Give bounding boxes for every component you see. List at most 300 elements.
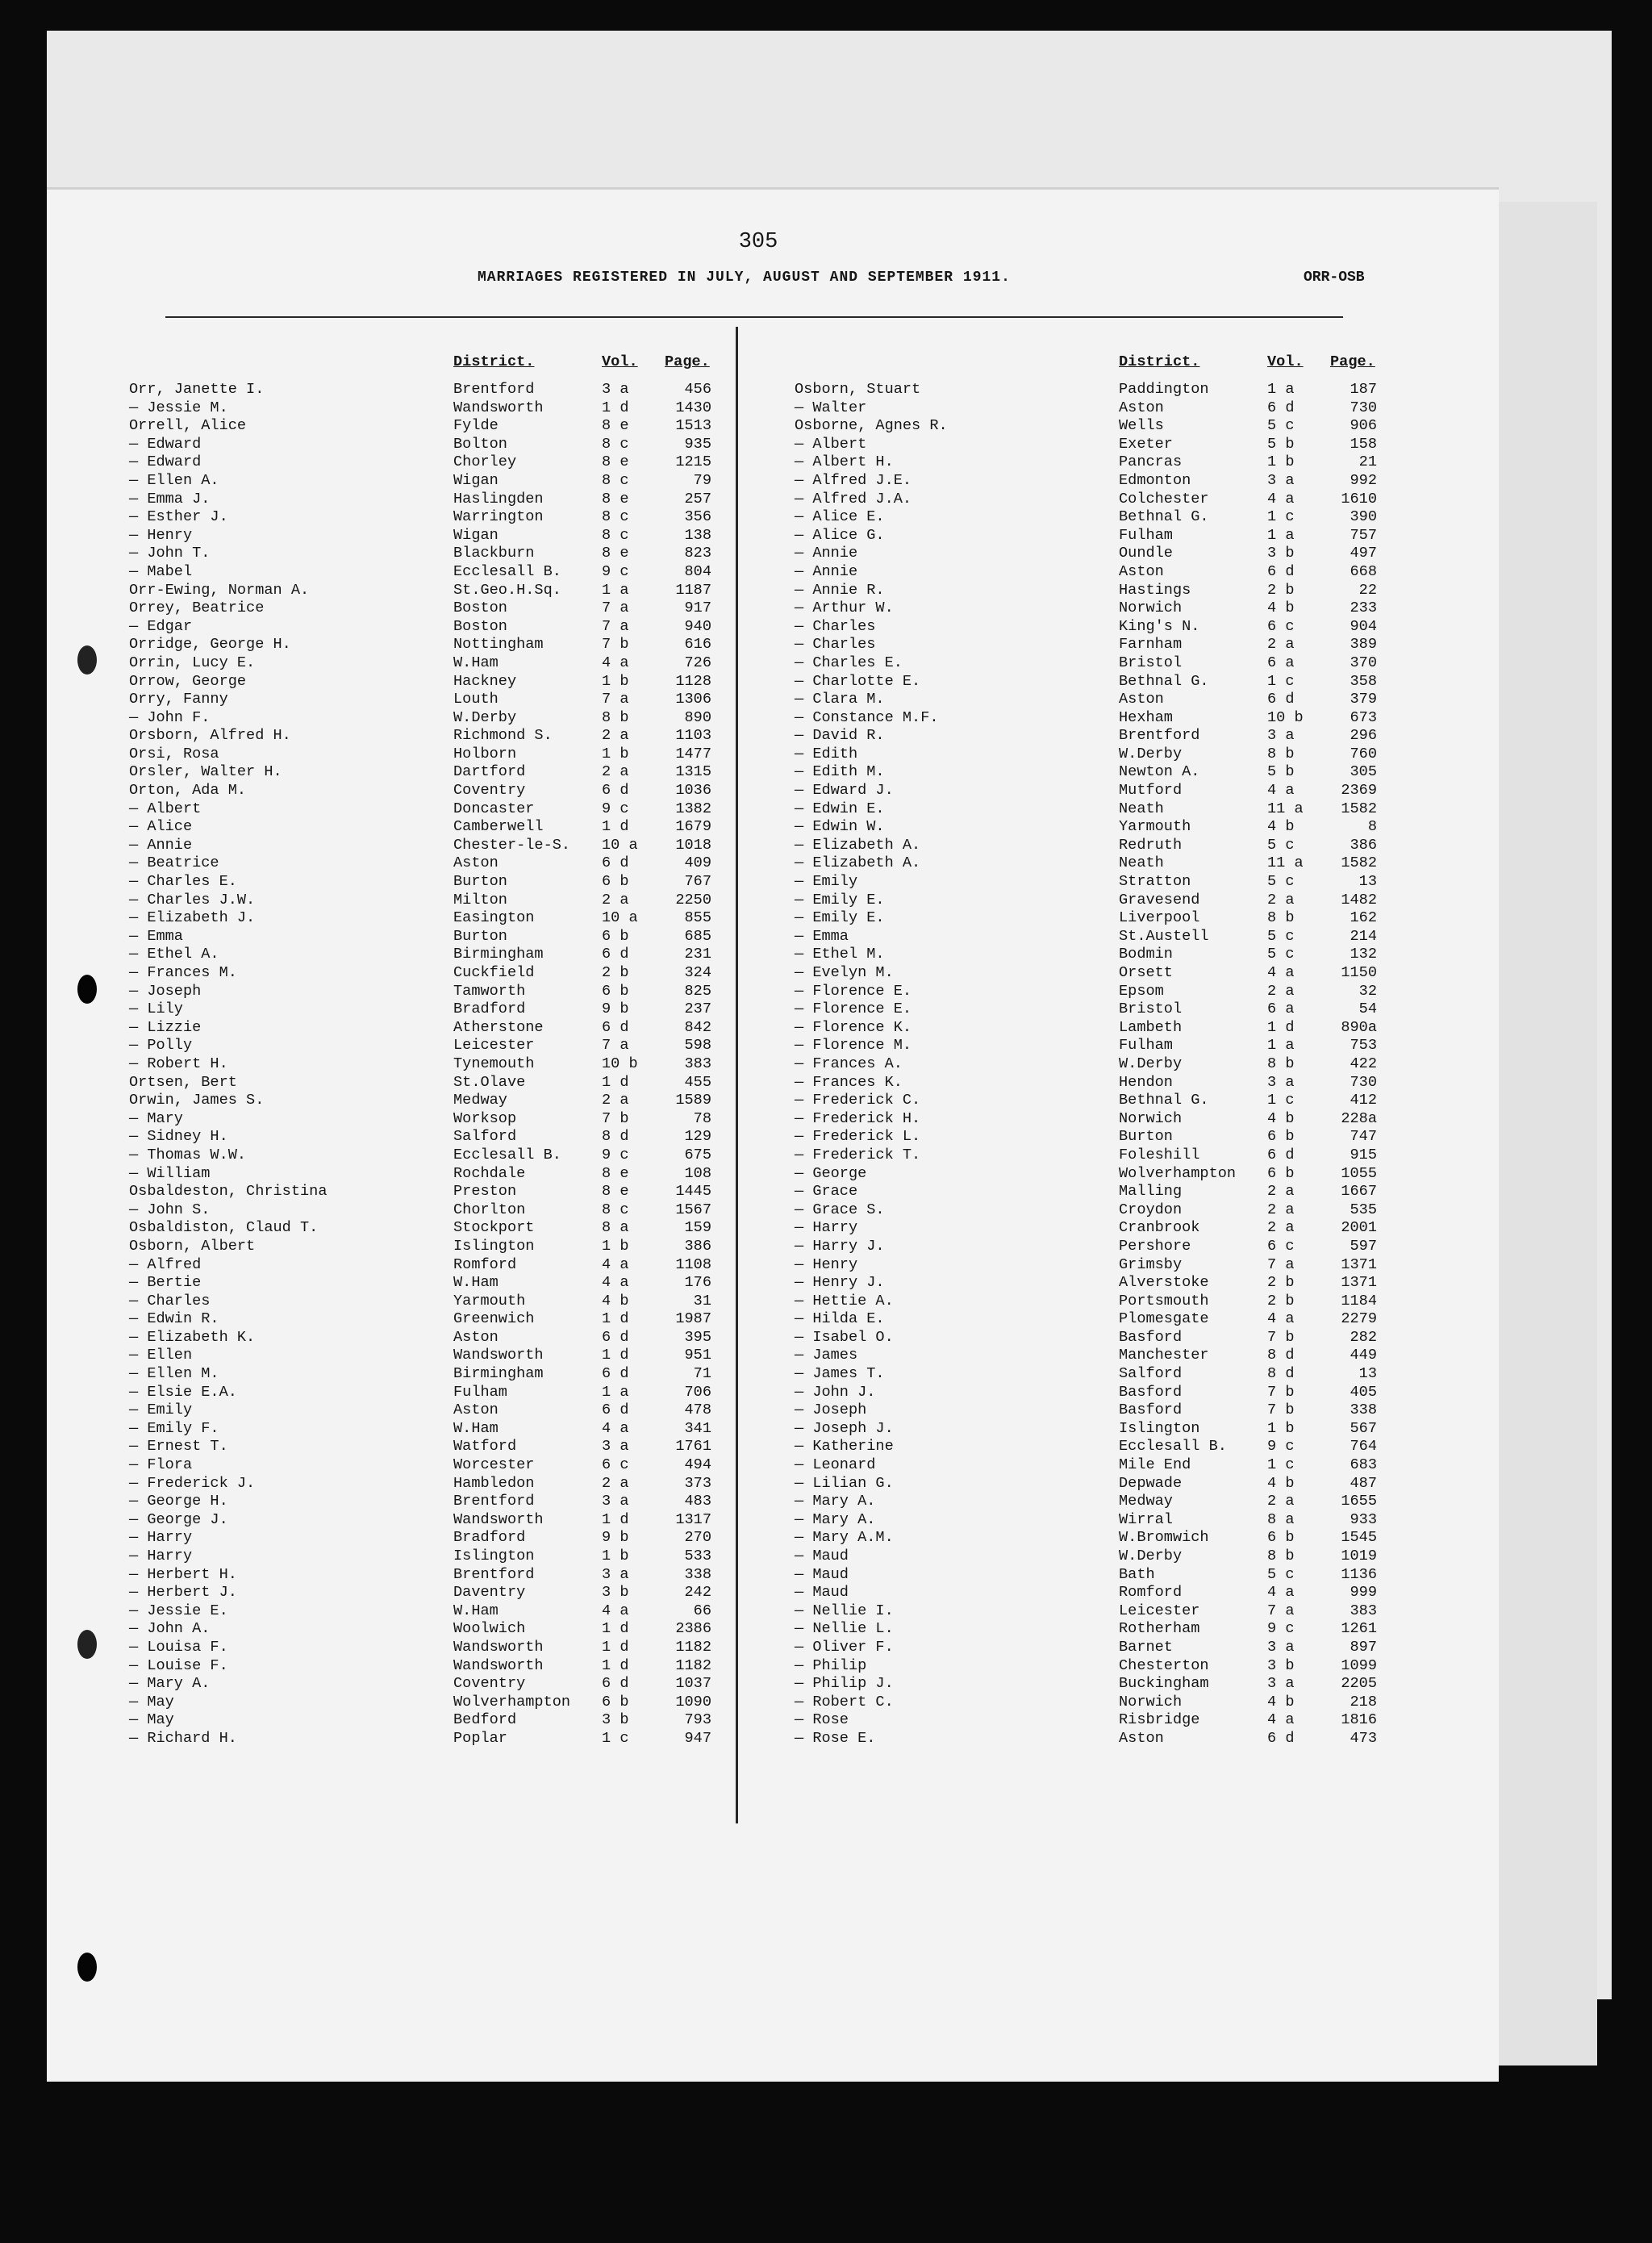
entry-vol: 7 b [602, 1109, 629, 1127]
entry-name: — John T. [129, 545, 211, 562]
entry-district: W.Ham [453, 1602, 499, 1619]
entry-vol: 6 b [1267, 1529, 1295, 1547]
entry-vol: 6 c [602, 1456, 629, 1474]
entry-vol: 1 d [602, 1510, 629, 1528]
entry-district: Lambeth [1119, 1018, 1183, 1036]
entry-district: Dartford [453, 763, 526, 781]
entry-district: Cranbrook [1119, 1219, 1200, 1237]
entry-page: 21 [1358, 453, 1377, 471]
entry-name: — Charles J.W. [129, 891, 256, 908]
entry-name: — Harry [795, 1219, 858, 1237]
entry-vol: 5 c [1267, 927, 1295, 945]
entry-page: 1103 [675, 727, 711, 745]
column-divider [736, 327, 738, 1823]
entry-district: Burton [453, 927, 507, 945]
entry-name: Orrin, Lucy E. [129, 654, 256, 671]
entry-name: — Frances A. [795, 1055, 903, 1072]
entry-district: Louth [453, 691, 499, 708]
entry-vol: 1 d [602, 1310, 629, 1328]
entry-vol: 1 c [1267, 1456, 1295, 1474]
entry-vol: 8 e [602, 545, 629, 562]
entry-vol: 2 a [602, 727, 629, 745]
entry-page: 242 [684, 1584, 711, 1602]
entry-page: 890a [1341, 1018, 1377, 1036]
entry-vol: 1 a [602, 581, 629, 599]
entry-name: Orrey, Beatrice [129, 599, 265, 617]
entry-vol: 7 a [602, 617, 629, 635]
entry-vol: 2 a [602, 1092, 629, 1109]
punch-hole [77, 1953, 97, 1982]
entry-name: — Hilda E. [795, 1310, 885, 1328]
entry-page: 683 [1350, 1456, 1377, 1474]
entry-name: — Maud [795, 1584, 849, 1602]
entry-district: W.Ham [453, 1419, 499, 1437]
entry-name: — Charlotte E. [795, 672, 921, 690]
entry-vol: 6 b [1267, 1164, 1295, 1182]
entry-page: 1430 [675, 399, 711, 416]
entry-page: 535 [1350, 1201, 1377, 1218]
entry-vol: 6 b [602, 873, 629, 891]
entry-name: Osbaldiston, Claud T. [129, 1219, 319, 1237]
entry-vol: 4 b [1267, 1474, 1295, 1492]
entry-page: 338 [1350, 1401, 1377, 1419]
entry-district: Greenwich [453, 1310, 535, 1328]
entry-vol: 6 d [1267, 1729, 1295, 1747]
entry-page: 1019 [1341, 1548, 1377, 1564]
entry-name: Orsborn, Alfred H. [129, 727, 291, 745]
entry-page: 54 [1358, 1000, 1377, 1018]
entry-name: — Herbert J. [129, 1584, 237, 1602]
entry-page: 1582 [1341, 854, 1377, 872]
entry-name: — Lilian G. [795, 1474, 894, 1492]
entry-district: Hendon [1119, 1073, 1173, 1091]
entry-district: Norwich [1119, 599, 1183, 617]
entry-district: Burton [453, 873, 507, 891]
entry-page: 1317 [675, 1510, 711, 1528]
entry-vol: 4 a [1267, 964, 1295, 981]
entry-name: — George [795, 1164, 867, 1182]
entry-name: — Maud [795, 1565, 849, 1583]
entry-page: 412 [1350, 1092, 1377, 1109]
entry-page: 132 [1350, 946, 1377, 963]
entry-vol: 1 a [602, 1383, 629, 1401]
entry-vol: 1 c [1267, 672, 1295, 690]
entry-vol: 9 c [1267, 1620, 1295, 1638]
entry-district: Romford [1119, 1584, 1183, 1602]
entry-name: — Frederick H. [795, 1109, 921, 1127]
entry-page: 389 [1350, 636, 1377, 654]
entry-name: Ortsen, Bert [129, 1073, 237, 1091]
entry-page: 1545 [1341, 1529, 1377, 1547]
entry-vol: 4 a [1267, 1584, 1295, 1602]
entry-district: Norwich [1119, 1693, 1183, 1710]
entry-name: — May [129, 1693, 174, 1710]
entry-page: 823 [684, 545, 711, 562]
entry-name: — Emma J. [129, 490, 211, 507]
entry-name: — Jessie M. [129, 399, 228, 416]
entry-name: — Arthur W. [795, 599, 894, 617]
entry-district: Ecclesall B. [453, 562, 561, 580]
entry-vol: 2 b [602, 964, 629, 981]
entry-name: — Louisa F. [129, 1638, 228, 1656]
entry-district: Easington [453, 909, 535, 927]
entry-page: 231 [684, 946, 711, 963]
underlying-page-edge [1492, 202, 1597, 2065]
entry-name: — Philip [795, 1656, 867, 1674]
entry-name: — Edith M. [795, 763, 885, 781]
entry-name: — David R. [795, 727, 885, 745]
entry-district: Grimsby [1119, 1255, 1183, 1273]
entry-page: 890 [684, 708, 711, 726]
entry-vol: 10 a [602, 909, 638, 927]
entry-page: 1582 [1341, 800, 1377, 817]
entry-name: — Florence K. [795, 1018, 912, 1036]
entry-district: Bodmin [1119, 946, 1173, 963]
entry-name: — Bertie [129, 1274, 202, 1292]
entry-name: — John A. [129, 1620, 211, 1638]
entry-district: Epsom [1119, 982, 1164, 1000]
entry-vol: 8 c [602, 526, 629, 544]
entry-page: 1679 [675, 818, 711, 836]
entry-page: 2386 [675, 1620, 711, 1638]
entry-name: — Ethel A. [129, 946, 219, 963]
entry-district: Stratton [1119, 873, 1191, 891]
entry-district: W.Derby [453, 708, 517, 726]
entry-page: 764 [1350, 1438, 1377, 1456]
entry-vol: 3 a [602, 1493, 629, 1510]
entry-name: — Emily [795, 873, 858, 891]
entry-page: 747 [1350, 1128, 1377, 1146]
entry-district: Basford [1119, 1328, 1183, 1346]
entry-page: 616 [684, 636, 711, 654]
entry-name: Orsler, Walter H. [129, 763, 282, 781]
entry-vol: 1 c [1267, 1092, 1295, 1109]
entry-name: — Louise F. [129, 1656, 228, 1674]
entry-district: Colchester [1119, 490, 1209, 507]
entry-vol: 1 d [602, 818, 629, 836]
entry-page: 2001 [1341, 1219, 1377, 1237]
entry-vol: 10 b [602, 1055, 638, 1072]
entry-name: — Charles [129, 1292, 211, 1309]
entry-name: — John F. [129, 708, 211, 726]
entry-district: Brentford [1119, 727, 1200, 745]
entry-page: 947 [684, 1729, 711, 1747]
entry-page: 2369 [1341, 782, 1377, 800]
entry-page: 358 [1350, 672, 1377, 690]
entry-name: — Joseph J. [795, 1419, 894, 1437]
entry-vol: 3 a [1267, 1073, 1295, 1091]
entry-vol: 1 c [602, 1729, 629, 1747]
entry-page: 1055 [1341, 1164, 1377, 1182]
entry-page: 370 [1350, 654, 1377, 671]
entry-district: Bath [1119, 1565, 1155, 1583]
header-rule [165, 316, 1343, 318]
entry-page: 757 [1350, 526, 1377, 544]
entry-name: — Albert H. [795, 453, 894, 471]
entry-district: Yarmouth [453, 1292, 526, 1309]
entry-page: 8 [1367, 818, 1377, 836]
entry-page: 951 [684, 1347, 711, 1364]
entry-name: — Henry [795, 1255, 858, 1273]
entry-vol: 5 c [1267, 836, 1295, 854]
entry-vol: 4 a [602, 1255, 629, 1273]
entry-page: 1108 [675, 1255, 711, 1273]
entry-vol: 1 b [602, 745, 629, 762]
entry-page: 386 [1350, 836, 1377, 854]
entry-vol: 5 c [1267, 417, 1295, 435]
entry-page: 1184 [1341, 1292, 1377, 1309]
entry-vol: 6 a [1267, 654, 1295, 671]
entry-vol: 1 a [1267, 526, 1295, 544]
entry-name: — Emily F. [129, 1419, 219, 1437]
entry-name: — Elizabeth K. [129, 1328, 256, 1346]
page-header: Page. [1330, 353, 1375, 370]
entry-page: 1761 [675, 1438, 711, 1456]
entry-page: 598 [684, 1037, 711, 1055]
entry-name: — Albert [795, 435, 867, 453]
entry-name: — Evelyn M. [795, 964, 894, 981]
entry-page: 1655 [1341, 1493, 1377, 1510]
entry-name: — Harry J. [795, 1237, 885, 1255]
entry-page: 1567 [675, 1201, 711, 1218]
entry-district: Bradford [453, 1529, 526, 1547]
entry-district: Basford [1119, 1401, 1183, 1419]
entry-district: Camberwell [453, 818, 544, 836]
entry-vol: 8 b [1267, 1548, 1295, 1564]
entry-district: Rotherham [1119, 1620, 1200, 1638]
entry-name: — Alfred [129, 1255, 202, 1273]
entry-page: 494 [684, 1456, 711, 1474]
entry-name: — Lily [129, 1000, 183, 1018]
entry-name: — Mary A. [795, 1493, 876, 1510]
entry-district: Pershore [1119, 1237, 1191, 1255]
entry-district: Bethnal G. [1119, 672, 1209, 690]
entry-vol: 9 b [602, 1000, 629, 1018]
entry-district: Farnham [1119, 636, 1183, 654]
entry-name: Orridge, George H. [129, 636, 291, 654]
entry-district: Chesterton [1119, 1656, 1209, 1674]
entry-name: — Nellie L. [795, 1620, 894, 1638]
entry-district: Hastings [1119, 581, 1191, 599]
entry-district: Mutford [1119, 782, 1183, 800]
entry-name: — Robert H. [129, 1055, 228, 1072]
entry-page: 1610 [1341, 490, 1377, 507]
entry-page: 455 [684, 1073, 711, 1091]
entry-name: — Flora [129, 1456, 193, 1474]
entry-district: Wandsworth [453, 399, 544, 416]
entry-vol: 8 e [602, 490, 629, 507]
entry-name: — Ellen [129, 1347, 193, 1364]
entry-page: 1136 [1341, 1565, 1377, 1583]
entry-vol: 2 a [602, 891, 629, 908]
entry-page: 386 [684, 1237, 711, 1255]
entry-name: Osborne, Agnes R. [795, 417, 948, 435]
entry-page: 395 [684, 1328, 711, 1346]
entry-district: Risbridge [1119, 1711, 1200, 1729]
entry-vol: 4 b [1267, 818, 1295, 836]
entry-page: 533 [684, 1548, 711, 1564]
entry-name: — Frederick L. [795, 1128, 921, 1146]
entry-district: Worksop [453, 1109, 517, 1127]
entry-vol: 7 b [1267, 1328, 1295, 1346]
entry-name: — Annie R. [795, 581, 885, 599]
entry-page: 673 [1350, 708, 1377, 726]
entry-page: 257 [684, 490, 711, 507]
entry-vol: 10 a [602, 836, 638, 854]
entry-page: 1513 [675, 417, 711, 435]
entry-name: Orton, Ada M. [129, 782, 247, 800]
entry-page: 422 [1350, 1055, 1377, 1072]
entry-vol: 2 a [1267, 1183, 1295, 1201]
entry-name: — Elizabeth A. [795, 836, 921, 854]
entry-district: Manchester [1119, 1347, 1209, 1364]
entry-name: — Charles E. [129, 873, 237, 891]
entry-page: 1816 [1341, 1711, 1377, 1729]
entry-name: — Esther J. [129, 508, 228, 526]
entry-district: W.Bromwich [1119, 1529, 1209, 1547]
entry-vol: 3 a [1267, 727, 1295, 745]
entry-page: 79 [693, 471, 711, 489]
entry-vol: 1 d [1267, 1018, 1295, 1036]
entry-name: — Annie [795, 562, 858, 580]
entry-district: Watford [453, 1438, 517, 1456]
entry-vol: 3 a [602, 1438, 629, 1456]
entry-page: 917 [684, 599, 711, 617]
entry-name: — Alice G. [795, 526, 885, 544]
entry-page: 405 [1350, 1383, 1377, 1401]
entry-name: — Edwin E. [795, 800, 885, 817]
entry-name: — Florence M. [795, 1037, 912, 1055]
entry-district: Haslingden [453, 490, 544, 507]
entry-name: — John J. [795, 1383, 876, 1401]
entry-name: — Edgar [129, 617, 193, 635]
entry-district: Orsett [1119, 964, 1173, 981]
entry-district: Hackney [453, 672, 517, 690]
entry-district: Norwich [1119, 1109, 1183, 1127]
entry-page: 825 [684, 982, 711, 1000]
entry-vol: 6 d [1267, 562, 1295, 580]
entry-page: 487 [1350, 1474, 1377, 1492]
entry-district: Barnet [1119, 1638, 1173, 1656]
entry-page: 1150 [1341, 964, 1377, 981]
entry-district: Redruth [1119, 836, 1183, 854]
entry-page: 915 [1350, 1146, 1377, 1163]
entry-page: 793 [684, 1711, 711, 1729]
entry-page: 497 [1350, 545, 1377, 562]
entry-district: Hambledon [453, 1474, 535, 1492]
entry-name: — Ellen M. [129, 1365, 219, 1383]
register-title: MARRIAGES REGISTERED IN JULY, AUGUST AND SEPTEMBER 1911. [478, 269, 1011, 286]
entry-page: 668 [1350, 562, 1377, 580]
entry-district: Hexham [1119, 708, 1173, 726]
entry-vol: 1 d [602, 1073, 629, 1091]
entry-page: 473 [1350, 1729, 1377, 1747]
entry-page: 1987 [675, 1310, 711, 1328]
district-header: District. [453, 353, 535, 370]
entry-page: 233 [1350, 599, 1377, 617]
entry-vol: 5 c [1267, 946, 1295, 963]
entry-district: Salford [1119, 1365, 1183, 1383]
entry-district: Fulham [453, 1383, 507, 1401]
entry-district: Aston [1119, 562, 1164, 580]
entry-district: Ecclesall B. [453, 1146, 561, 1163]
entry-vol: 3 b [602, 1711, 629, 1729]
entry-vol: 1 b [1267, 453, 1295, 471]
entry-name: — Oliver F. [795, 1638, 894, 1656]
entry-name: — Elizabeth A. [795, 854, 921, 872]
entry-vol: 9 c [1267, 1438, 1295, 1456]
entry-vol: 5 b [1267, 763, 1295, 781]
entry-vol: 6 d [602, 1675, 629, 1693]
entry-vol: 11 a [1267, 800, 1304, 817]
entry-vol: 4 b [1267, 1109, 1295, 1127]
entry-name: — Emily E. [795, 909, 885, 927]
entry-page: 1477 [675, 745, 711, 762]
entry-district: Fulham [1119, 1037, 1173, 1055]
entry-vol: 6 d [602, 946, 629, 963]
entry-name: — May [129, 1711, 174, 1729]
entry-name: — Hettie A. [795, 1292, 894, 1309]
entry-name: Osborn, Stuart [795, 381, 921, 398]
entry-district: Portsmouth [1119, 1292, 1209, 1309]
entry-district: W.Ham [453, 654, 499, 671]
entry-vol: 1 b [602, 1237, 629, 1255]
entry-page: 1187 [675, 581, 711, 599]
entry-district: Wirral [1119, 1510, 1173, 1528]
entry-district: Aston [1119, 399, 1164, 416]
entry-page: 730 [1350, 1073, 1377, 1091]
entry-vol: 1 d [602, 1656, 629, 1674]
entry-page: 940 [684, 617, 711, 635]
entry-district: W.Ham [453, 1274, 499, 1292]
entry-page: 2279 [1341, 1310, 1377, 1328]
entry-vol: 4 b [1267, 1693, 1295, 1710]
entry-name: — Richard H. [129, 1729, 237, 1747]
entry-name: — Alice [129, 818, 193, 836]
name-range-code: ORR-OSB [1304, 269, 1365, 286]
page-number: 305 [738, 230, 778, 254]
entry-page: 1099 [1341, 1656, 1377, 1674]
entry-vol: 1 b [602, 672, 629, 690]
entry-district: Mile End [1119, 1456, 1191, 1474]
entry-district: Boston [453, 599, 507, 617]
entry-district: Islington [1119, 1419, 1200, 1437]
entry-vol: 8 a [602, 1219, 629, 1237]
entry-name: — Lizzie [129, 1018, 202, 1036]
entry-district: Leicester [1119, 1602, 1200, 1619]
vol-header: Vol. [602, 353, 638, 370]
entry-district: Preston [453, 1183, 517, 1201]
entry-vol: 3 a [602, 1565, 629, 1583]
entry-vol: 11 a [1267, 854, 1304, 872]
entry-vol: 2 a [1267, 1219, 1295, 1237]
entry-page: 13 [1358, 873, 1377, 891]
entry-vol: 4 b [602, 1292, 629, 1309]
entry-name: — Thomas W.W. [129, 1146, 247, 1163]
entry-vol: 6 d [1267, 399, 1295, 416]
entry-page: 108 [684, 1164, 711, 1182]
entry-vol: 8 b [1267, 745, 1295, 762]
entry-page: 1371 [1341, 1255, 1377, 1273]
entry-page: 567 [1350, 1419, 1377, 1437]
entry-page: 270 [684, 1529, 711, 1547]
entry-name: Orr-Ewing, Norman A. [129, 581, 310, 599]
entry-vol: 8 c [602, 508, 629, 526]
entry-vol: 2 a [1267, 636, 1295, 654]
entry-name: — Charles E. [795, 654, 903, 671]
entry-district: Bristol [1119, 1000, 1183, 1018]
entry-page: 933 [1350, 1510, 1377, 1528]
